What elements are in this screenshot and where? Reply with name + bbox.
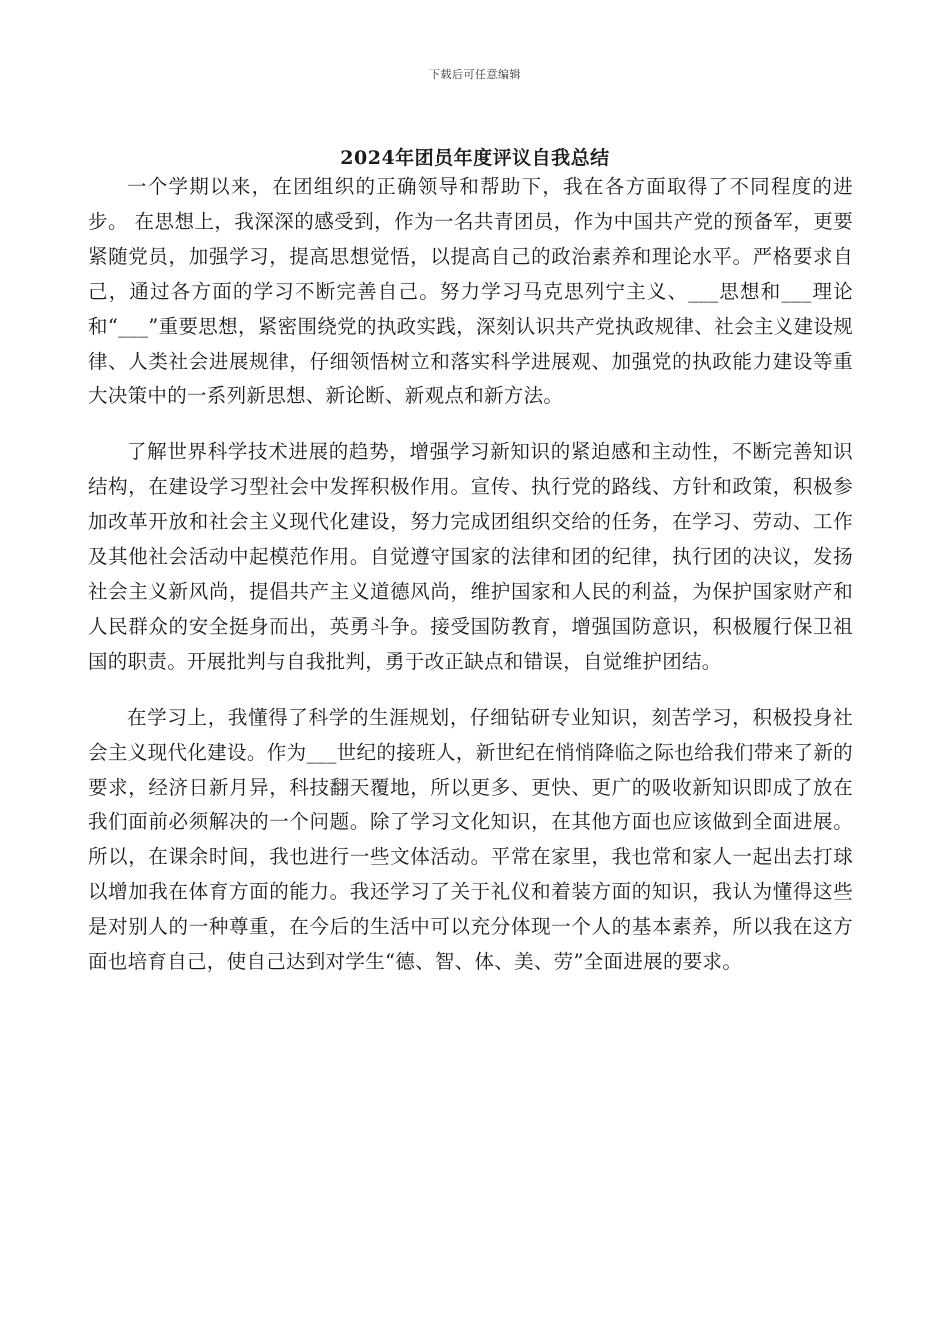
document-title: 2024年团员年度评议自我总结 — [340, 147, 610, 169]
paragraph-2: 了解世界科学技术进展的趋势，增强学习新知识的紧迫感和主动性，不断完善知识结构，在建设学习型社会中发挥积极作用。宣传、执行党的路线、方针和政策，积极参加改革开放和社会主义现代化建设，努力完成团组织交给的任务，在学习、劳动、工作及其他社会活动中起模范作用。自觉遵守国家的法律和团的纪律，执行团的决议，发扬社会主义新风尚，提倡共产主义道德风尚，维护国家和人民的利益，为保护国家财产和人民群众的安全挺身而出，英勇斗争。接受国防教育，增强国防意识，积极履行保卫祖国的职责。开展批判与自我批判，勇于改正缺点和错误，自觉维护团结。 — [88, 440, 853, 673]
paragraph-1: 一个学期以来，在团组织的正确领导和帮助下，我在各方面取得了不同程度的进步。 在思想上，我深深的感受到，作为一名共青团员，作为中国共产党的预备军，更要紧随党员，加强学习，提高思想觉悟，以提高自己的政治素养和理论水平。严格要求自己，通过各方面的学习不断完善自己。努力学习马克思列宁主义、___思想和___理论和“___”重要思想，紧密围绕党的执政实践，深刻认识共产党执政规律、社会主义建设规律、人类社会进展规律，仔细领悟树立和落实科学进展观、加强党的执政能力建设等重大决策中的一系列新思想、新论断、新观点和新方法。 — [88, 175, 854, 408]
paragraph-3: 在学习上，我懂得了科学的生涯规划，仔细钻研专业知识，刻苦学习，积极投身社会主义现代化建设。作为___世纪的接班人，新世纪在悄悄降临之际也给我们带来了新的要求，经济日新月异，科技翻天覆地，所以更多、更快、更广的吸收新知识即成了放在我们面前必须解决的一个问题。除了学习文化知识，在其他方面也应该做到全面进展。所以，在课余时间，我也进行一些文体活动。平常在家里，我也常和家人一起出去打球以增加我在体育方面的能力。我还学习了关于礼仪和着装方面的知识，我认为懂得这些是对别人的一种尊重，在今后的生活中可以充分体现一个人的基本素养，所以我在这方面也培育自己，使自己达到对学生“德、智、体、美、劳”全面进展的要求。 — [88, 705, 853, 974]
page-header-note: 下载后可任意编辑 — [429, 68, 521, 81]
document-body — [88, 170, 853, 1001]
